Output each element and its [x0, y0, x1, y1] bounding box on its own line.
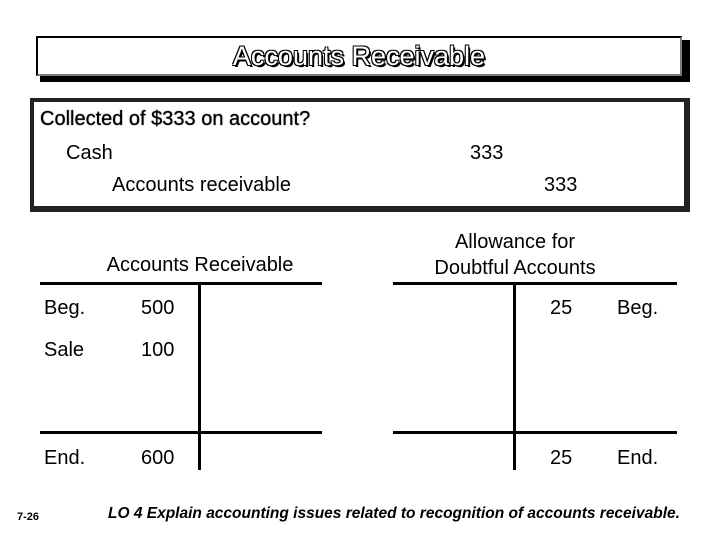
page-number: 7-26 — [17, 511, 40, 523]
allowance-t-account-title — [395, 229, 635, 281]
ar-t-account-title: Accounts Receivable — [106, 254, 294, 276]
credit-account: Accounts receivable — [112, 174, 291, 196]
allowance-title-line1: Allowance for — [454, 231, 576, 253]
journal-question: Collected of $333 on account? — [40, 108, 311, 130]
ar-ending-label: End. — [44, 447, 86, 469]
allowance-t-total-line — [393, 431, 677, 434]
allowance-row-label: Beg. — [617, 297, 659, 319]
allowance-ending-label: End. — [617, 447, 659, 469]
ar-t-total-line — [40, 431, 322, 434]
ar-row-label: Beg. — [44, 297, 86, 319]
slide-title: Accounts Receivable — [232, 40, 486, 71]
credit-amount: 333 — [544, 174, 578, 196]
learning-objective: LO 4 Explain accounting issues related to recognition of accounts receivable. — [108, 505, 680, 522]
allowance-title-line2: Doubtful Accounts — [434, 257, 596, 279]
ar-row-amount: 100 — [141, 339, 175, 361]
allowance-row-amount: 25 — [550, 297, 573, 319]
debit-amount: 333 — [470, 142, 504, 164]
debit-account: Cash — [66, 142, 113, 164]
ar-row-label: Sale — [44, 339, 85, 361]
allowance-t-top-line — [393, 282, 677, 285]
title-banner — [36, 36, 682, 76]
ar-t-divider — [198, 282, 201, 470]
ar-row-amount: 500 — [141, 297, 175, 319]
ar-t-top-line — [40, 282, 322, 285]
allowance-ending-amount: 25 — [550, 447, 573, 469]
journal-entry-box — [30, 98, 690, 212]
allowance-t-divider — [513, 282, 516, 470]
ar-ending-amount: 600 — [141, 447, 175, 469]
